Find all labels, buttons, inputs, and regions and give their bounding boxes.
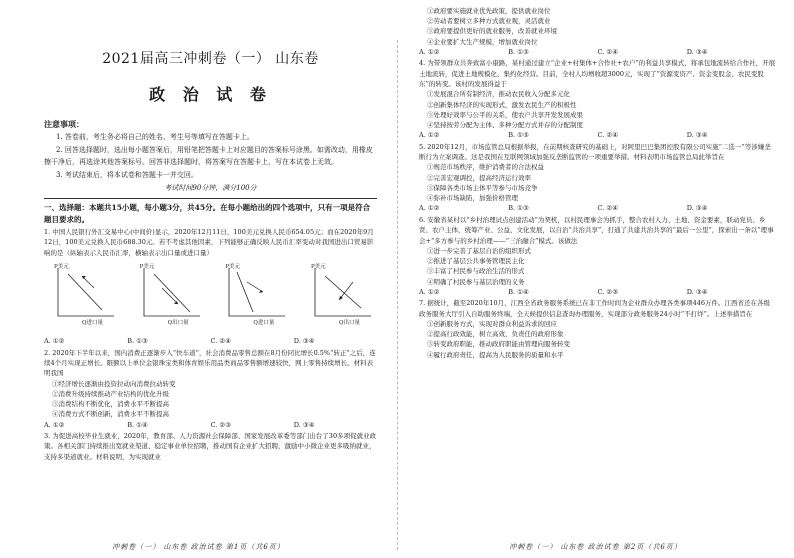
option-d: D. ③④ — [293, 420, 315, 429]
question-1-options — [44, 336, 377, 346]
graph-4 — [309, 262, 375, 332]
question-4: 4. 为带领群众共奔致富小康路，某村通过建立“企业+村集体+合作社+农户”的利益共享模式，将承包地流转给合作社，开展土地流转，促进土地规模化、集约化经营。目前，全村人均增收超3000元，实现了“资源变资产、资金变股金、农民变股东”的转变。该村的发展得益于 — [419, 59, 776, 89]
statement: ②劳动者要树立多种方式就业观，灵活就业 — [427, 17, 551, 26]
question-1: 1. 中国人民银行外汇交易中心(中间价)显示，2020年12月11日，100美元兑换人民币654.05元；而在2020年9月12日，100美元兑换人民币688.30元。若不考虑其他因素，下列能够正确反映人民币汇率变动对我国进出口贸易影响的是（纵轴表示人民币汇率，横轴表示出口量或进口量） — [44, 228, 374, 257]
graph-y-label: P美元 — [139, 264, 155, 271]
option-d: D. ③④ — [686, 131, 708, 140]
graph-x-label: Q进口量 — [253, 320, 275, 327]
question-2-options — [44, 420, 377, 430]
statement: ④企业要扩大生产规模，增加就业岗位 — [427, 37, 538, 46]
option-b: B. ①③ — [508, 131, 529, 140]
statement: ③保障各类市场主体平等参与市场竞争 — [427, 183, 538, 192]
option-c: C. ②④ — [597, 131, 619, 140]
graph-y-label: P美元 — [54, 264, 69, 271]
statement: ④消费方式不断创新，消费水平不断提高 — [52, 410, 169, 419]
question-5: 5. 2020年12月，市场监管总局根据举报，在前期核查研究的基础上，对阿里巴巴集团控股有限公司实施“二选一”等涉嫌垄断行为立案调查。这是我国在互联网领域加强反垄断监管的一项重要举措。材料表明市场监管总局此举旨在 — [419, 142, 771, 162]
note-2: 2. 回答选择题时，选出每小题答案后，用铅笔把答题卡上对应题目的答案标号涂黑。如需改动，用橡皮擦干净后，再选涂其他答案标号。回答非选择题时，将答案写在答题卡上，写在本试卷上无效。 — [44, 146, 373, 166]
time-score: 考试时间90分钟，满分100分 — [164, 184, 257, 192]
graph-x-label: Q出口量 — [167, 320, 189, 327]
statement: ②推进了基层公共事务管理民主化 — [427, 257, 525, 266]
option-c: C. ②③ — [597, 287, 619, 296]
statement: ④明确了村民参与基层治理的义务 — [427, 277, 525, 286]
option-a: A. ①② — [44, 420, 65, 429]
option-d: D. ③④ — [686, 47, 708, 56]
question-3: 3. 为促进高校毕业生就业，2020年，教育部、人力资源社会保障部、国家发展改革委等部门出台了30多项促就业政策。各相关部门持续推出宽就业渠道、稳定事业单位招聘，推动国有企业扩大招聘，激励中小微企业更多吸纳就业，支持多渠道就业。材料说明，为实现就业 — [44, 432, 377, 461]
statement: ④履行政府责任，提高为人民服务的质量和水平 — [427, 350, 564, 359]
option-c: C. ②④ — [597, 204, 619, 213]
statement: ③消费结构不断优化，消费水平不断提高 — [52, 400, 169, 409]
page-footer-right: 冲刺卷（一） 山东卷 政治试卷 第2页（共6页） — [509, 543, 682, 551]
statement: ①创新服务方式，实现对群众利益诉求的回应 — [427, 319, 557, 328]
option-a: A. ①② — [419, 287, 440, 296]
option-d: D. ③④ — [293, 337, 315, 346]
option-a: A. ①② — [419, 47, 440, 56]
graph-x-label: Q进口量 — [82, 320, 104, 327]
option-a: A. ①② — [44, 337, 65, 346]
notes-heading: 注意事项： — [44, 119, 84, 129]
divider-line — [44, 198, 377, 199]
option-b: B. ①③ — [508, 204, 529, 213]
option-b: B. ①③ — [508, 47, 529, 56]
statement: ①规范市场秩序，维护消费者的合法权益 — [427, 163, 544, 172]
statement: ④坚持按劳分配为主体、多种分配方式并存的分配制度 — [427, 121, 583, 130]
statement: ①经济增长逐渐由投资拉动向消费拉动转变 — [52, 379, 176, 388]
option-b: B. ①④ — [127, 420, 148, 429]
exam-title: 2021届高三冲刺卷（一） 山东卷 — [102, 51, 319, 67]
statement: ③政府要提供更好的就业服务，改善就业环境 — [427, 27, 557, 36]
option-d: D. ③④ — [686, 204, 708, 213]
graph-y-label: P美元 — [310, 264, 326, 271]
statement: ①发展混合所有制经济，推动农民收入分配多元化 — [427, 90, 570, 99]
note-3: 3. 考试结束后，将本试卷和答题卡一并交回。 — [56, 171, 198, 179]
option-b: B. ①④ — [508, 287, 529, 296]
question-6-options — [419, 287, 776, 297]
statement: ②完善宏观调控，提高经济运行效率 — [427, 173, 531, 182]
subject-title: 政 治 试 卷 — [149, 85, 272, 104]
question-7: 7. 据统计，截至2020年10月，江西全省政务服务系统已在非工作时间为企业群众办理各类事项446万件。江西省还在各级政务服务大厅引入自助服务终端，全天候提供信息查询办理服务，实现部分政务服务24小时“不打烊”。上述举措旨在 — [419, 299, 770, 318]
graph-3 — [223, 262, 289, 332]
page-footer-left: 冲刺卷（一） 山东卷 政治试卷 第1页（共6页） — [112, 543, 285, 551]
question-2: 2. 2020年下半年以来，国内消费正逐渐步入“快车道”，社会消费品零售总额在8月份同比增长0.5%“转正”之后，连续4个月实现正增长。限额以上单位金银珠宝类和体育娱乐用品类商品零售额增速较快，网上零售持续增长。材料表明我国 — [44, 348, 376, 378]
note-1: 1. 答卷前，考生务必将自己的姓名、考生号等填写在答题卡上。 — [56, 133, 254, 141]
statement: ③丰富了村民参与政治生活的形式 — [427, 267, 525, 276]
statement: ②消费升级持续推动产业结构的优化升级 — [52, 390, 169, 399]
graph-2 — [138, 262, 204, 332]
statement: ④弥补市场缺陷，加强价格管理 — [427, 194, 518, 203]
graph-y-label: P美元 — [225, 264, 241, 271]
option-c: C. ②③ — [210, 420, 232, 429]
right-page — [397, 0, 794, 558]
question-4-options — [419, 130, 776, 140]
question-3-options — [419, 47, 776, 57]
section-heading: 一、选择题：本题共15小题，每小题3分，共45分。在每小题给出的四个选项中，只有一项是符合题目要求的。 — [44, 203, 371, 224]
option-c: C. ②④ — [210, 337, 232, 346]
statement: ②创新集体经济的实现形式，激发农民生产的积极性 — [427, 100, 577, 109]
graph-1 — [52, 262, 118, 332]
statement: ①政府要实施就业优先政策，提供就业岗位 — [427, 7, 551, 15]
statement: ③转变政府职能，推动政府职能由管理向服务转变 — [427, 340, 570, 349]
option-b: B. ①③ — [127, 337, 148, 346]
option-d: D. ③④ — [686, 287, 708, 296]
statement: ②提高行政效能，树立高效、负责任的政府形象 — [427, 330, 564, 339]
question-6: 6. 安徽省某村以“乡村治理试点创建活动”为契机，以村民理事会为抓手，整合农村人力、土地、资金要素，联动党员、乡贤、农户主体，统筹产业、公益、文化发展，以自治“共治共享”，打通了共建共治共享的“最后一公里”，探索出一条以“理事会+”多方参与的乡村治理——“三治融合”模式。该做法 — [419, 215, 774, 245]
option-c: C. ②④ — [597, 47, 619, 56]
option-a: A. ①② — [419, 131, 440, 140]
statement: ③处理好效率与公平的关系，使农户共享开发发展成果 — [427, 110, 583, 119]
graph-row — [52, 262, 375, 334]
option-a: A. ①② — [419, 204, 440, 213]
question-5-options — [419, 203, 776, 213]
graph-x-label: Q出口量 — [338, 320, 360, 327]
statement: ①进一步完善了基层自治的组织形式 — [427, 246, 531, 255]
